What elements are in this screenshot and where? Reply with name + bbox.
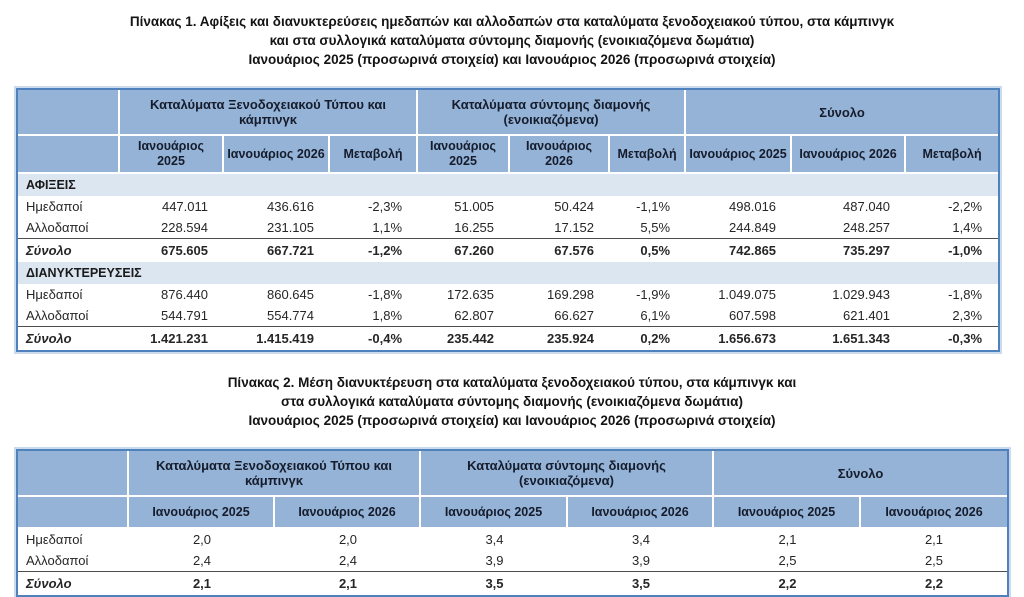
value-cell: 487.040: [792, 196, 906, 217]
column-header-cell: Ιανουάριος 2025: [714, 497, 861, 529]
corner-cell: [18, 136, 120, 174]
table2: [18, 451, 1007, 595]
column-header-cell: Ιανουάριος 2025: [421, 497, 568, 529]
value-cell: 667.721: [224, 238, 330, 262]
column-header-cell: Ιανουάριος 2026: [568, 497, 714, 529]
table-row: [18, 196, 998, 217]
value-cell: 742.865: [686, 238, 792, 262]
value-cell: 544.791: [120, 305, 224, 326]
value-cell: 235.442: [418, 326, 510, 350]
value-cell: 62.807: [418, 305, 510, 326]
value-cell: 554.774: [224, 305, 330, 326]
value-cell: -0,3%: [906, 326, 998, 350]
column-header-cell: Ιανουάριος 2025: [686, 136, 792, 174]
value-cell: 735.297: [792, 238, 906, 262]
table-header: [18, 451, 1007, 529]
table2-title-line3: Ιανουάριος 2025 (προσωρινά στοιχεία) και Ιανουάριος 2026 (προσωρινά στοιχεία): [248, 413, 776, 428]
value-cell: 2,1: [861, 529, 1007, 550]
column-header-cell: Μεταβολή: [906, 136, 998, 174]
row-label: Ημεδαποί: [18, 196, 120, 217]
table-row: [18, 529, 1007, 550]
table1-title-line2: και στα συλλογικά καταλύματα σύντομης διαμονής (ενοικιαζόμενα δωμάτια): [269, 33, 755, 48]
value-cell: 1.651.343: [792, 326, 906, 350]
table-row: [18, 217, 998, 238]
column-header-cell: Ιανουάριος 2026: [275, 497, 421, 529]
value-cell: 228.594: [120, 217, 224, 238]
section-header-row: [18, 262, 998, 284]
table-row: [18, 238, 998, 262]
table1-container: [16, 88, 1000, 352]
section-header-cell: ΔΙΑΝΥΚΤΕΡΕΥΣΕΙΣ: [18, 262, 998, 284]
value-cell: 0,5%: [610, 238, 686, 262]
group-header-cell: Καταλύματα σύντομης διαμονής (ενοικιαζόμενα): [418, 90, 686, 136]
value-cell: 17.152: [510, 217, 610, 238]
value-cell: 2,1: [129, 571, 275, 595]
value-cell: 50.424: [510, 196, 610, 217]
value-cell: 172.635: [418, 284, 510, 305]
column-header-cell: Ιανουάριος 2026: [861, 497, 1007, 529]
value-cell: 3,9: [568, 550, 714, 571]
value-cell: 2,2: [861, 571, 1007, 595]
row-label: Αλλοδαποί: [18, 550, 129, 571]
column-header-cell: Ιανουάριος 2025: [129, 497, 275, 529]
value-cell: 1.415.419: [224, 326, 330, 350]
column-header-cell: Ιανουάριος 2026: [224, 136, 330, 174]
corner-cell: [18, 451, 129, 497]
value-cell: 5,5%: [610, 217, 686, 238]
corner-cell: [18, 90, 120, 136]
table1-title-line1: Πίνακας 1. Αφίξεις και διανυκτερεύσεις ημεδαπών και αλλοδαπών στα καταλύματα ξενοδοχειακού τύπου, στα κάμπινγκ: [129, 14, 895, 29]
corner-cell: [18, 497, 129, 529]
row-label: Σύνολο: [18, 571, 129, 595]
value-cell: 607.598: [686, 305, 792, 326]
table-row: [18, 550, 1007, 571]
value-cell: 498.016: [686, 196, 792, 217]
value-cell: -1,8%: [906, 284, 998, 305]
value-cell: 3,5: [568, 571, 714, 595]
value-cell: -2,3%: [330, 196, 418, 217]
value-cell: 621.401: [792, 305, 906, 326]
value-cell: 67.260: [418, 238, 510, 262]
column-header-cell: Ιανουάριος 2025: [418, 136, 510, 174]
value-cell: 16.255: [418, 217, 510, 238]
value-cell: 1,8%: [330, 305, 418, 326]
value-cell: 2,4: [129, 550, 275, 571]
value-cell: 2,5: [861, 550, 1007, 571]
row-label: Ημεδαποί: [18, 284, 120, 305]
value-cell: 3,9: [421, 550, 568, 571]
value-cell: -1,1%: [610, 196, 686, 217]
table-row: [18, 284, 998, 305]
value-cell: -2,2%: [906, 196, 998, 217]
table2-title: [0, 352, 1024, 430]
sub-header-row: [18, 136, 998, 174]
value-cell: 1.029.943: [792, 284, 906, 305]
column-header-cell: Μεταβολή: [330, 136, 418, 174]
group-header-cell: Καταλύματα Ξενοδοχειακού Τύπου και κάμπινγκ: [120, 90, 418, 136]
table1-title: [0, 0, 1024, 69]
value-cell: -1,2%: [330, 238, 418, 262]
group-header-row: [18, 451, 1007, 497]
value-cell: 51.005: [418, 196, 510, 217]
value-cell: 2,4: [275, 550, 421, 571]
sub-header-row: [18, 497, 1007, 529]
value-cell: 2,1: [275, 571, 421, 595]
table-row: [18, 305, 998, 326]
group-header-cell: Σύνολο: [714, 451, 1007, 497]
value-cell: 244.849: [686, 217, 792, 238]
value-cell: -0,4%: [330, 326, 418, 350]
column-header-cell: Ιανουάριος 2025: [120, 136, 224, 174]
value-cell: 2,2: [714, 571, 861, 595]
value-cell: 248.257: [792, 217, 906, 238]
table2-title-line1: Πίνακας 2. Μέση διανυκτέρευση στα καταλύματα ξενοδοχειακού τύπου, στα κάμπινγκ και: [227, 375, 797, 390]
value-cell: 2,3%: [906, 305, 998, 326]
value-cell: 675.605: [120, 238, 224, 262]
value-cell: 6,1%: [610, 305, 686, 326]
group-header-cell: Καταλύματα Ξενοδοχειακού Τύπου και κάμπινγκ: [129, 451, 421, 497]
value-cell: 1.656.673: [686, 326, 792, 350]
value-cell: -1,8%: [330, 284, 418, 305]
table-body: [18, 529, 1007, 595]
value-cell: 3,4: [421, 529, 568, 550]
value-cell: 2,5: [714, 550, 861, 571]
value-cell: 860.645: [224, 284, 330, 305]
value-cell: 66.627: [510, 305, 610, 326]
value-cell: 2,0: [275, 529, 421, 550]
table2-title-line2: στα συλλογικά καταλύματα σύντομης διαμονής (ενοικιαζόμενα δωμάτια): [281, 394, 743, 409]
table-row: [18, 326, 998, 350]
value-cell: 2,1: [714, 529, 861, 550]
row-label: Αλλοδαποί: [18, 305, 120, 326]
column-header-cell: Ιανουάριος 2026: [510, 136, 610, 174]
table-header: [18, 90, 998, 174]
table1-title-line3: Ιανουάριος 2025 (προσωρινά στοιχεία) και Ιανουάριος 2026 (προσωρινά στοιχεία): [248, 52, 776, 67]
row-label: Αλλοδαποί: [18, 217, 120, 238]
row-label: Σύνολο: [18, 238, 120, 262]
section-header-row: [18, 174, 998, 196]
value-cell: 67.576: [510, 238, 610, 262]
row-label: Σύνολο: [18, 326, 120, 350]
table1: [18, 90, 998, 350]
value-cell: 1,4%: [906, 217, 998, 238]
section-header-cell: ΑΦΙΞΕΙΣ: [18, 174, 998, 196]
value-cell: -1,0%: [906, 238, 998, 262]
value-cell: 447.011: [120, 196, 224, 217]
table2-container: [16, 449, 1009, 597]
value-cell: 876.440: [120, 284, 224, 305]
value-cell: 0,2%: [610, 326, 686, 350]
value-cell: 231.105: [224, 217, 330, 238]
value-cell: 1.049.075: [686, 284, 792, 305]
value-cell: 235.924: [510, 326, 610, 350]
value-cell: 169.298: [510, 284, 610, 305]
group-header-cell: Καταλύματα σύντομης διαμονής (ενοικιαζόμενα): [421, 451, 714, 497]
column-header-cell: Μεταβολή: [610, 136, 686, 174]
table-body: [18, 174, 998, 350]
column-header-cell: Ιανουάριος 2026: [792, 136, 906, 174]
value-cell: 1.421.231: [120, 326, 224, 350]
value-cell: 3,4: [568, 529, 714, 550]
table-row: [18, 571, 1007, 595]
value-cell: 2,0: [129, 529, 275, 550]
value-cell: -1,9%: [610, 284, 686, 305]
value-cell: 436.616: [224, 196, 330, 217]
value-cell: 3,5: [421, 571, 568, 595]
row-label: Ημεδαποί: [18, 529, 129, 550]
value-cell: 1,1%: [330, 217, 418, 238]
group-header-cell: Σύνολο: [686, 90, 998, 136]
group-header-row: [18, 90, 998, 136]
